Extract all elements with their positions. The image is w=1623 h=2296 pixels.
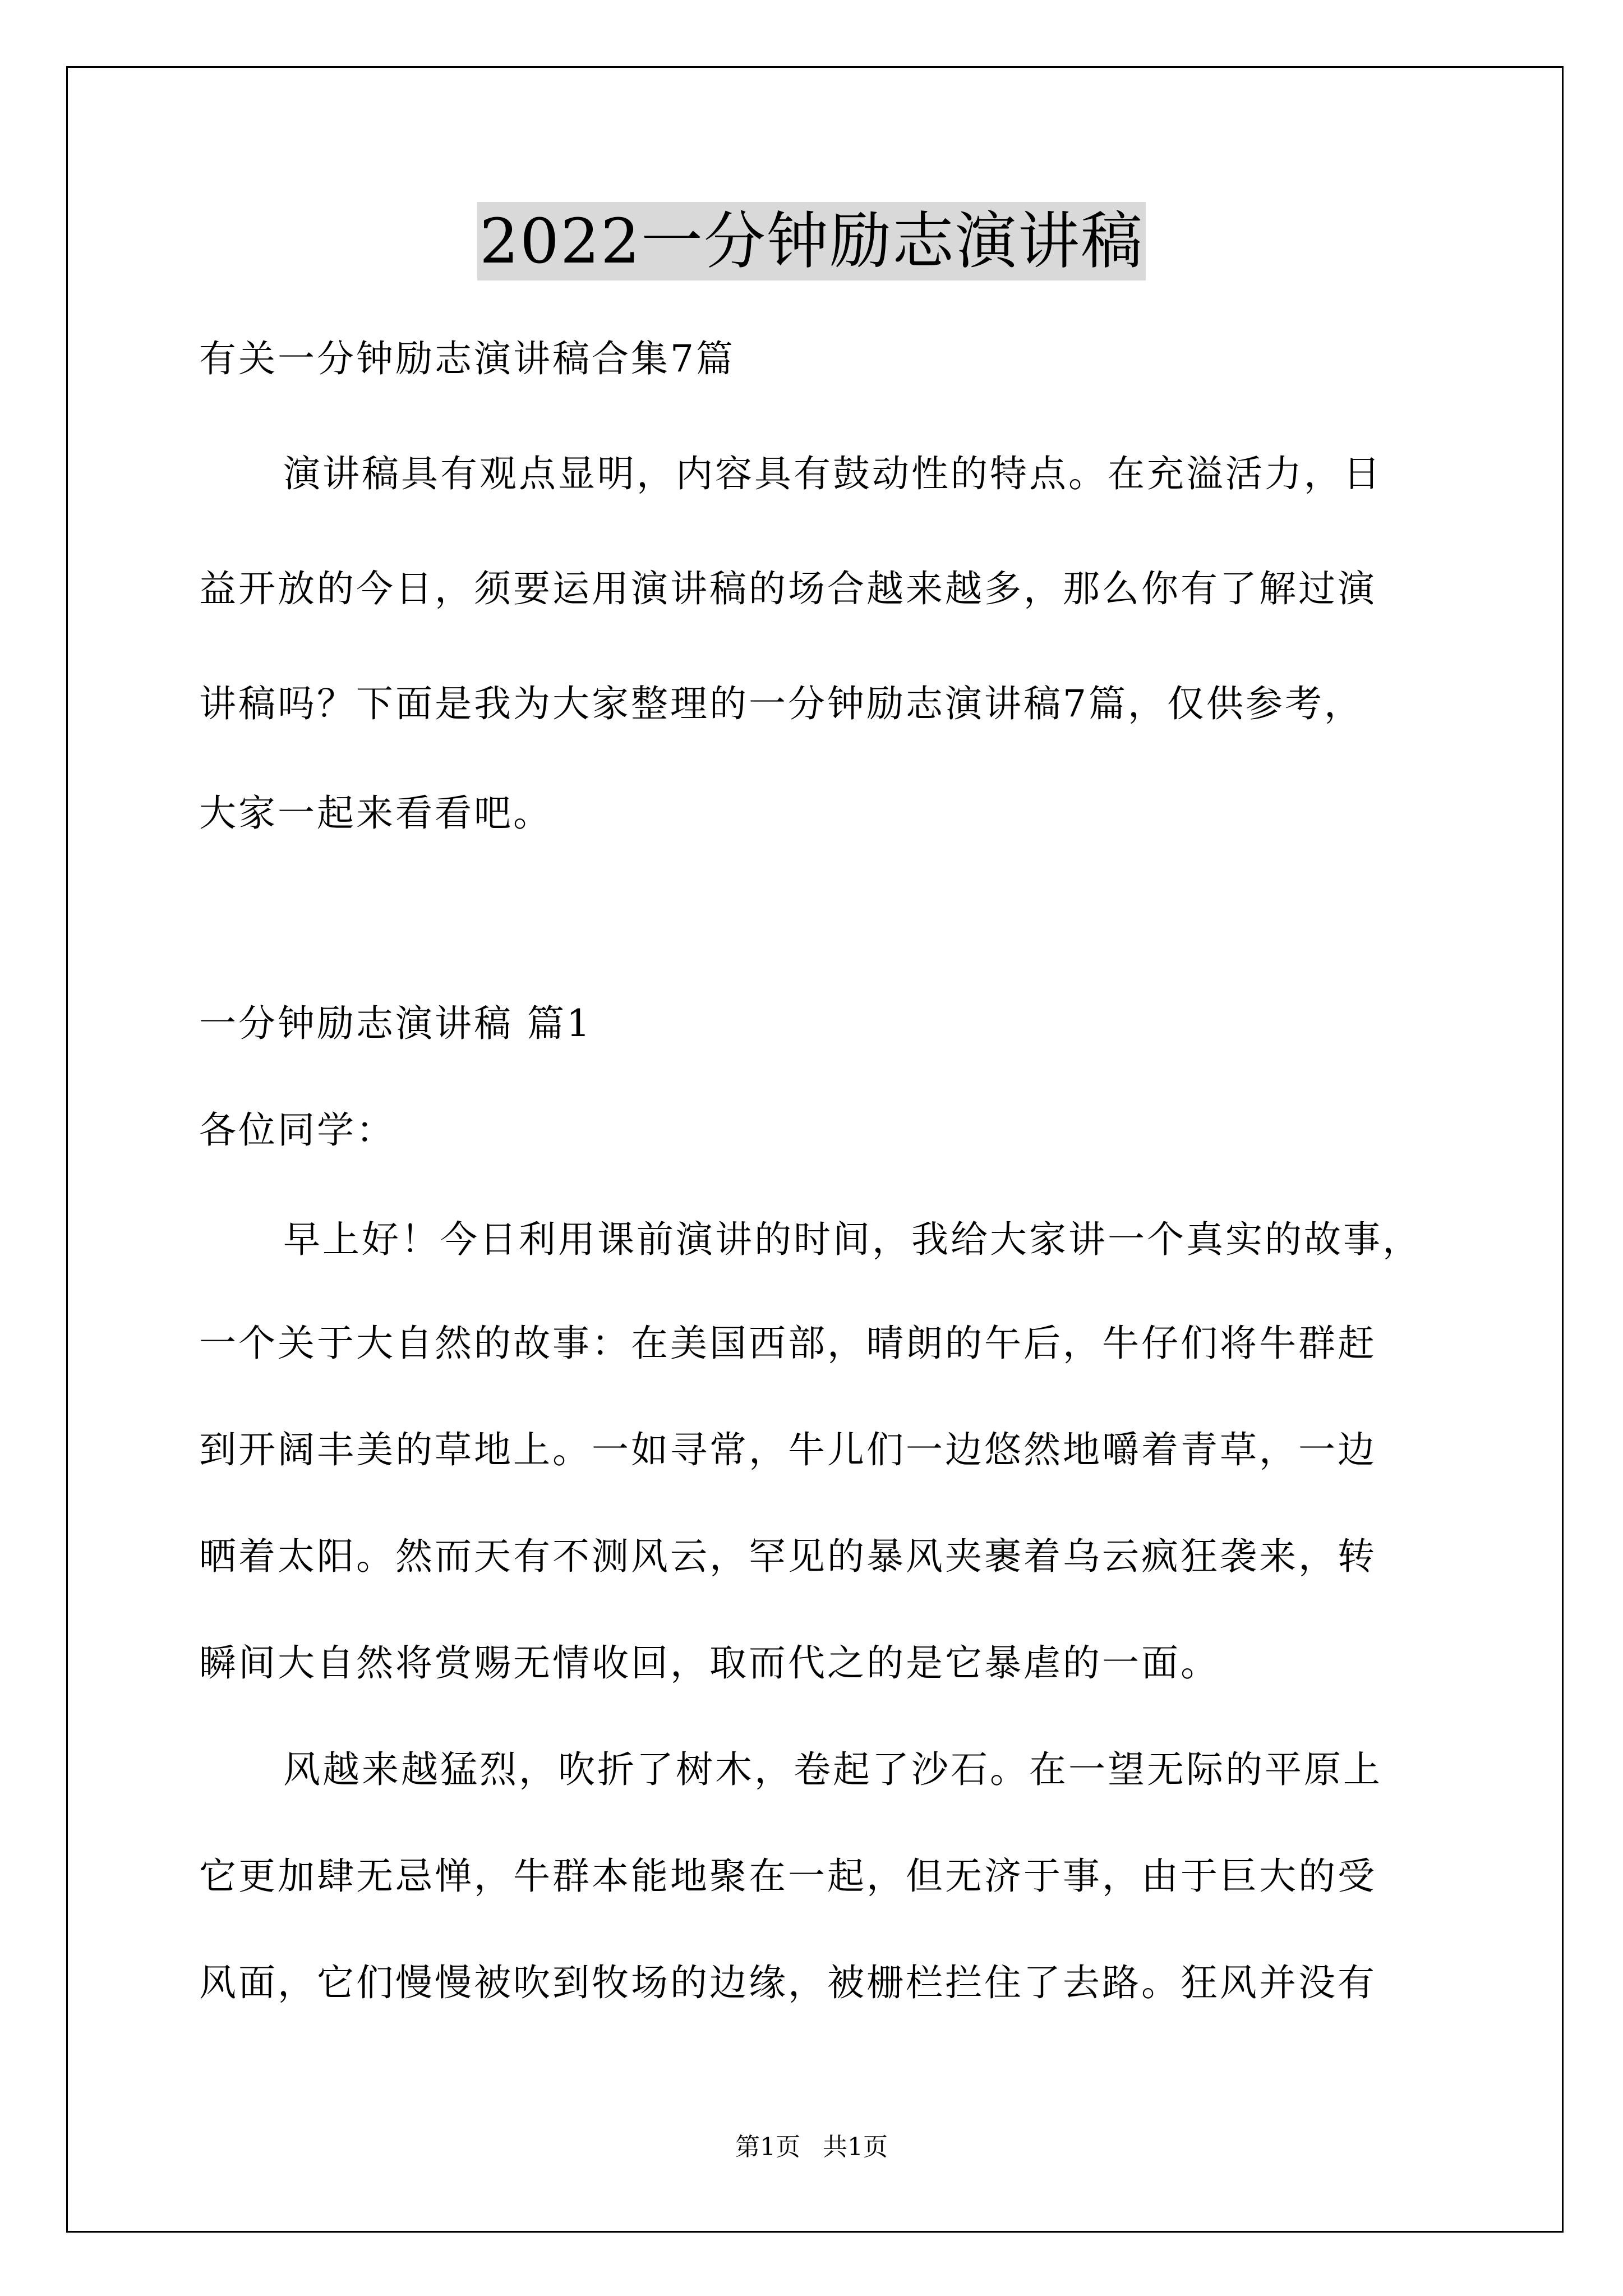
body-line: 风面，它们慢慢被吹到牧场的边缘，被栅栏拦住了去路。狂风并没有 bbox=[199, 1961, 1377, 2004]
title-container bbox=[0, 202, 1623, 280]
section-heading: 一分钟励志演讲稿 篇1 bbox=[199, 1002, 592, 1045]
body-line: 一个关于大自然的故事：在美国西部，晴朗的午后，牛仔们将牛群赶 bbox=[199, 1322, 1377, 1365]
document-title: 2022一分钟励志演讲稿 bbox=[477, 202, 1146, 280]
body-line: 瞬间大自然将赏赐无情收回，取而代之的是它暴虐的一面。 bbox=[199, 1641, 1220, 1685]
salutation: 各位同学： bbox=[199, 1108, 395, 1152]
intro-line: 大家一起来看看吧。 bbox=[199, 792, 552, 835]
intro-line: 益开放的今日，须要运用演讲稿的场合越来越多，那么你有了解过演 bbox=[199, 567, 1377, 610]
body-line: 早上好！今日利用课前演讲的时间，我给大家讲一个真实的故事， bbox=[283, 1218, 1422, 1261]
intro-line: 讲稿吗？下面是我为大家整理的一分钟励志演讲稿7篇，仅供参考， bbox=[199, 682, 1363, 725]
body-line: 它更加肆无忌惮，牛群本能地聚在一起，但无济于事，由于巨大的受 bbox=[199, 1855, 1377, 1898]
body-line: 风越来越猛烈，吹折了树木，卷起了沙石。在一望无际的平原上 bbox=[283, 1748, 1382, 1791]
page-footer bbox=[0, 2132, 1623, 2163]
page-total: 共1页 bbox=[823, 2133, 888, 2161]
body-line: 晒着太阳。然而天有不测风云，罕见的暴风夹裹着乌云疯狂袭来，转 bbox=[199, 1535, 1377, 1578]
document-subtitle: 有关一分钟励志演讲稿合集7篇 bbox=[199, 337, 735, 380]
intro-line: 演讲稿具有观点显明，内容具有鼓动性的特点。在充溢活力，日 bbox=[283, 452, 1382, 495]
page-number: 第1页 bbox=[735, 2133, 800, 2161]
body-line: 到开阔丰美的草地上。一如寻常，牛儿们一边悠然地嚼着青草，一边 bbox=[199, 1428, 1377, 1471]
